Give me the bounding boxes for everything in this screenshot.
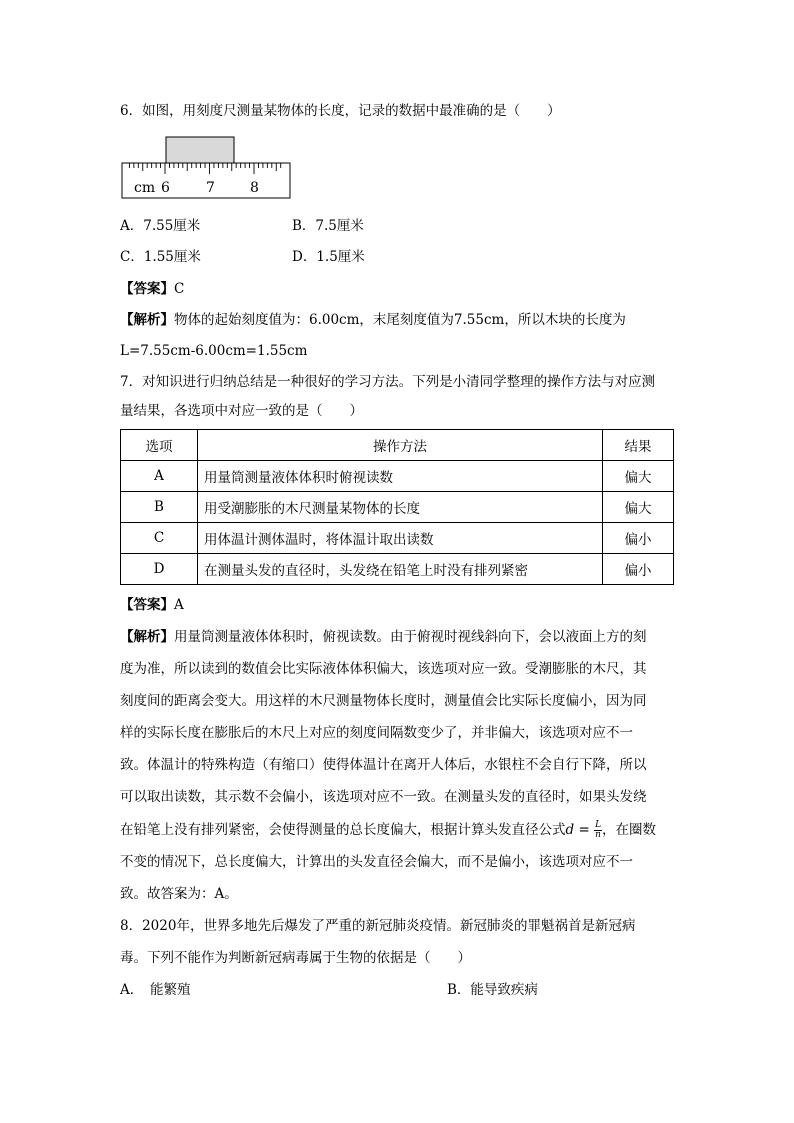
q7-analysis-line-4: 样的实际长度在膨胀后的木尺上对应的刻度间隔数变少了，并非偏大，该选项对应不一 <box>120 725 633 741</box>
ruler-figure <box>120 134 295 202</box>
ruler-label-8: 8 <box>250 180 259 196</box>
q7-stem-line-1: 7．对知识进行归纳总结是一种很好的学习方法。下列是小清同学整理的操作方法与对应测 <box>120 374 656 390</box>
formula-numerator: L <box>595 820 602 830</box>
q7-analysis-line-6: 可以取出读数，其示数不会偏小，该选项对应不一致。在测量头发的直径时，如果头发绕 <box>120 789 647 805</box>
formula-lhs: d <box>565 822 575 838</box>
q6-analysis <box>120 310 626 330</box>
q7-analysis-line-2: 度为准，所以读到的数值会比实际液体体积偏大，该选项对应一致。受潮膨胀的木尺，其 <box>120 661 647 677</box>
table-row <box>121 492 674 523</box>
hair-diameter-formula: d = $\frac{L}{n}$ <box>565 820 602 840</box>
analysis-text: 在铅笔上没有排列紧密，会使得测量的总长度偏大，根据计算头发直径公式 <box>120 822 566 838</box>
q8-stem-line-1: 8．2020年，世界多地先后爆发了严重的新冠肺炎疫情。新冠肺炎的罪魁祸首是新冠病 <box>120 918 636 934</box>
table-cell: 在测量头发的直径时，头发绕在铅笔上时没有排列紧密 <box>198 554 603 585</box>
q7-analysis-line-1 <box>120 627 647 647</box>
q6-option-b: B．7.5厘米 <box>292 218 364 234</box>
analysis-text: 物体的起始刻度值为：6.00cm，末尾刻度值为7.55cm，所以木块的长度为 <box>174 312 626 328</box>
q7-table <box>120 429 674 585</box>
answer-tag: 【答案】 <box>120 281 174 297</box>
table-cell: B <box>121 492 198 523</box>
formula-denominator: n <box>595 830 601 840</box>
analysis-tag: 【解析】 <box>120 312 174 328</box>
table-cell: 用体温计测体温时，将体温计取出读数 <box>198 523 603 554</box>
table-cell: 偏大 <box>603 492 674 523</box>
ruler-unit-label: cm <box>134 180 156 196</box>
q7-analysis-line-5: 致。体温计的特殊构造（有缩口）使得体温计在离开人体后，水银柱不会自行下降，所以 <box>120 757 647 773</box>
table-row <box>121 523 674 554</box>
analysis-tag: 【解析】 <box>120 629 174 645</box>
analysis-text: 用量筒测量液体体积时，俯视读数。由于俯视时视线斜向下，会以液面上方的刻 <box>174 629 647 645</box>
q7-stem-line-2: 量结果，各选项中对应一致的是（ ） <box>120 403 363 419</box>
answer-value: A <box>174 597 184 613</box>
formula-fraction <box>594 821 602 840</box>
table-cell: 用受潮膨胀的木尺测量某物体的长度 <box>198 492 603 523</box>
q6-option-c: C．1.55厘米 <box>120 249 201 265</box>
q7-analysis-line-9: 致。故答案为：A。 <box>120 886 238 902</box>
table-header: 操作方法 <box>198 430 603 461</box>
ruler-label-7: 7 <box>206 180 215 196</box>
q6-analysis-line-2: L=7.55cm-6.00cm=1.55cm <box>120 343 308 359</box>
q6-stem: 6．如图，用刻度尺测量某物体的长度，记录的数据中最准确的是（ ） <box>120 103 561 119</box>
q7-answer <box>120 595 184 615</box>
table-header: 选项 <box>121 430 198 461</box>
table-header: 结果 <box>603 430 674 461</box>
q8-stem-line-2: 毒。下列不能作为判断新冠病毒属于生物的依据是（ ） <box>120 950 471 966</box>
table-cell: 偏小 <box>603 554 674 585</box>
table-cell: 偏小 <box>603 523 674 554</box>
answer-tag: 【答案】 <box>120 597 174 613</box>
table-row <box>121 461 674 492</box>
q8-option-b: B．能导致疾病 <box>447 982 538 998</box>
q8-option-a: A． 能繁殖 <box>120 982 191 998</box>
table-header-row <box>121 430 674 461</box>
q7-analysis-line-7 <box>120 820 656 840</box>
table-row <box>121 554 674 585</box>
q6-answer <box>120 279 184 299</box>
table-cell: D <box>121 554 198 585</box>
q6-option-a: A．7.55厘米 <box>120 218 201 234</box>
q6-option-d: D．1.5厘米 <box>292 249 365 265</box>
answer-value: C <box>174 281 185 297</box>
table-cell: 偏大 <box>603 461 674 492</box>
table-cell: 用量筒测量液体体积时俯视读数 <box>198 461 603 492</box>
ruler-label-6: 6 <box>161 180 170 196</box>
analysis-text: ，在圈数 <box>602 822 657 838</box>
q7-analysis-line-8: 不变的情况下，总长度偏大，计算出的头发直径会偏大，而不是偏小，该选项对应不一 <box>120 854 633 870</box>
table-cell: A <box>121 461 198 492</box>
measured-object <box>166 137 234 164</box>
q7-analysis-line-3: 刻度间的距离会变大。用这样的木尺测量物体长度时，测量值会比实际长度偏小，因为同 <box>120 693 647 709</box>
table-cell: C <box>121 523 198 554</box>
